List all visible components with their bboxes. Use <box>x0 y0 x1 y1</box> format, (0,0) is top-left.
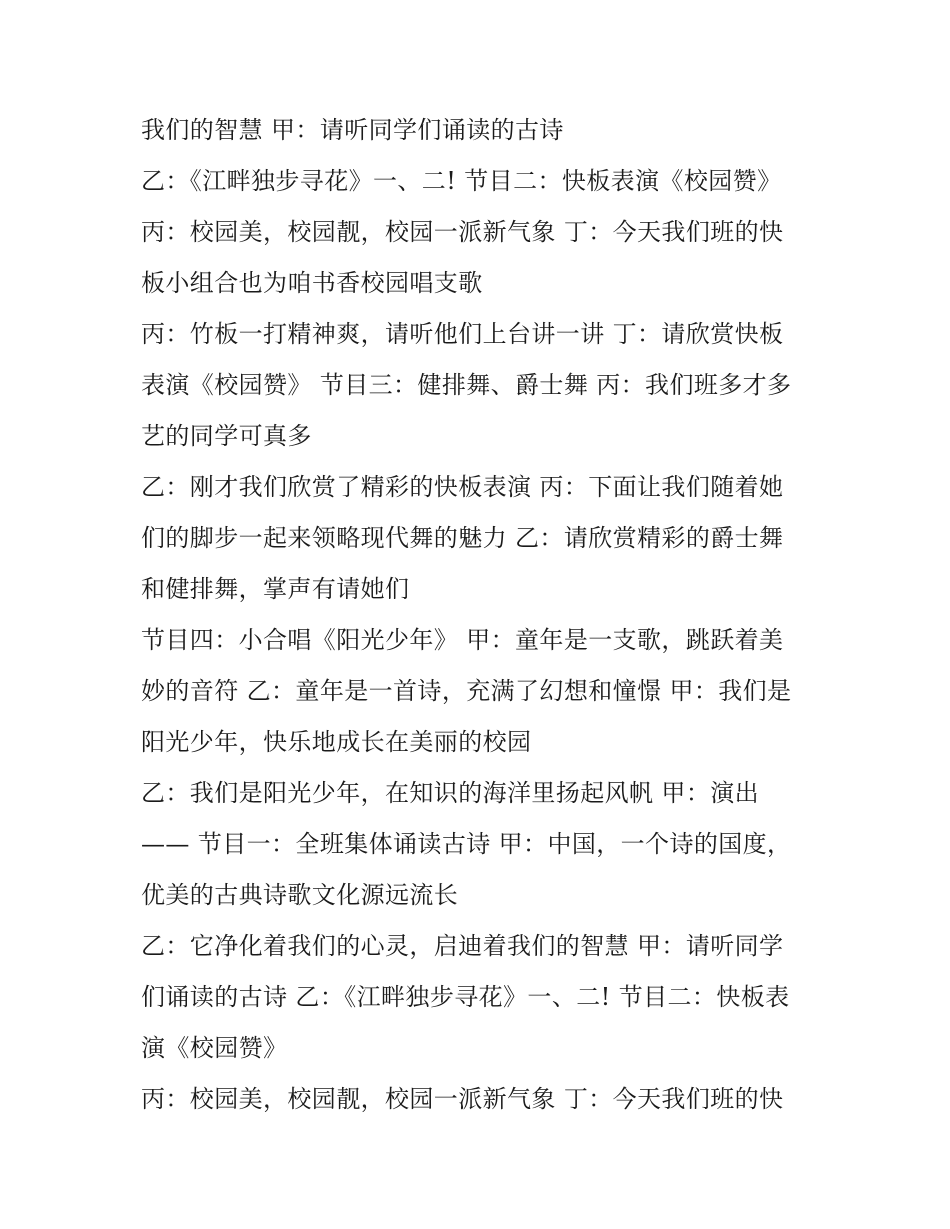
text-line: 演《校园赞》 <box>141 1034 288 1062</box>
text-line: 我们的智慧 甲：请听同学们诵读的古诗 <box>141 116 564 144</box>
text-line: 乙：《江畔独步寻花》一、二! 节目二：快板表演《校园赞》 <box>141 167 782 195</box>
text-line: 妙的音符 乙：童年是一首诗，充满了幻想和憧憬 甲：我们是 <box>141 677 792 705</box>
text-line: 乙：刚才我们欣赏了精彩的快板表演 丙：下面让我们随着她 <box>141 473 784 501</box>
text-line: 丙：校园美，校园靓，校园一派新气象 丁：今天我们班的快 <box>141 1085 784 1113</box>
text-line: 们诵读的古诗 乙：《江畔独步寻花》一、二! 节目二：快板表 <box>141 983 790 1011</box>
text-line: 们的脚步一起来领略现代舞的魅力 乙：请欣赏精彩的爵士舞 <box>141 524 784 552</box>
text-line: 和健排舞，掌声有请她们 <box>141 575 410 603</box>
text-line: 节目四：小合唱《阳光少年》 甲：童年是一支歌，跳跃着美 <box>141 626 784 654</box>
document-body <box>141 108 821 1128</box>
text-line: 乙：它净化着我们的心灵，启迪着我们的智慧 甲：请听同学 <box>141 932 784 960</box>
text-line: 阳光少年，快乐地成长在美丽的校园 <box>141 728 532 756</box>
text-line: 丙：竹板一打精神爽，请听他们上台讲一讲 丁：请欣赏快板 <box>141 320 784 348</box>
text-line: 优美的古典诗歌文化源远流长 <box>141 881 459 909</box>
text-line: —— 节目一：全班集体诵读古诗 甲：中国，一个诗的国度， <box>141 830 792 858</box>
text-line: 板小组合也为咱书香校园唱支歌 <box>141 269 483 297</box>
text-line: 表演《校园赞》 节目三：健排舞、爵士舞 丙：我们班多才多 <box>141 371 792 399</box>
text-line: 丙：校园美，校园靓，校园一派新气象 丁：今天我们班的快 <box>141 218 784 246</box>
text-line: 乙：我们是阳光少年，在知识的海洋里扬起风帆 甲：演出 <box>141 779 760 807</box>
text-line: 艺的同学可真多 <box>141 422 312 450</box>
